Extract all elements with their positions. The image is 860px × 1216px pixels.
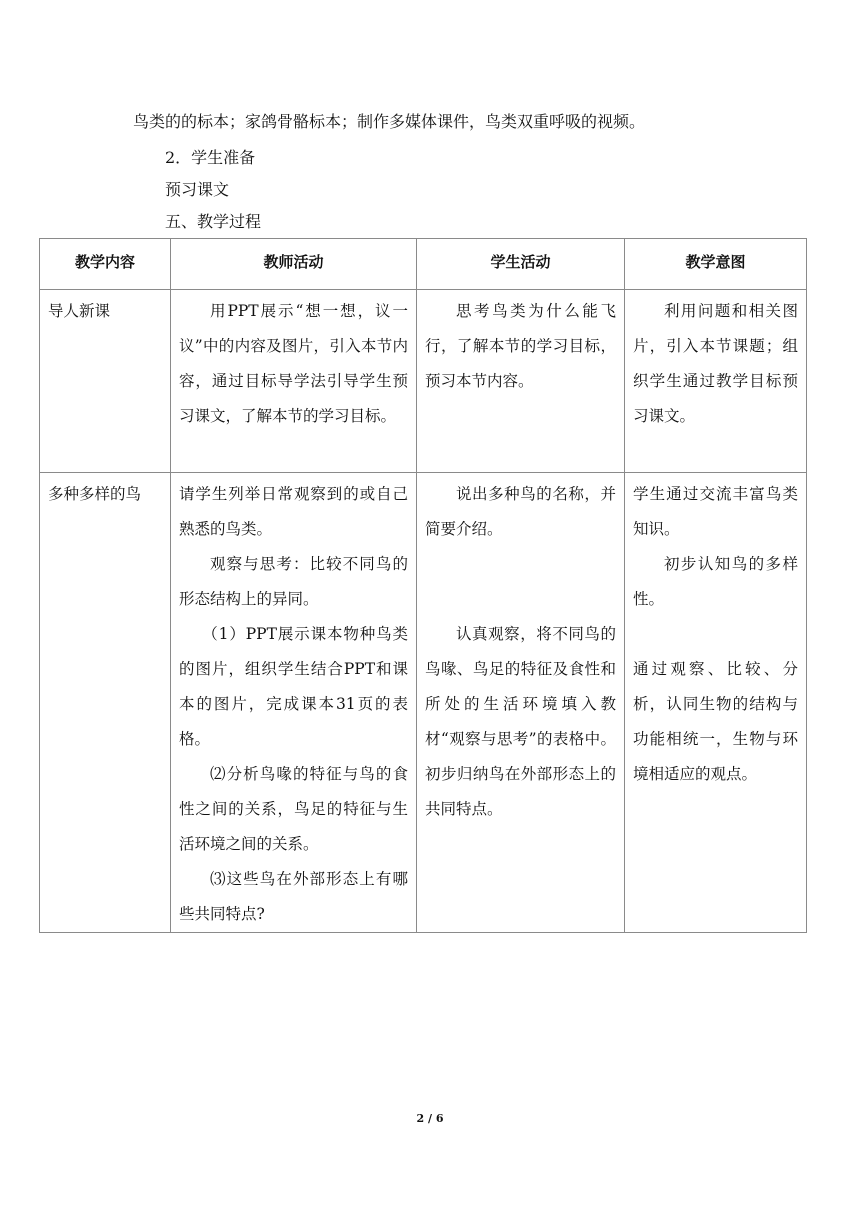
table-row	[40, 290, 807, 473]
cell-text: 学生通过交流丰富鸟类知识。	[633, 485, 798, 538]
header-content: 教学内容	[40, 239, 171, 290]
cell-text: 认真观察，将不同鸟的鸟喙、鸟足的特征及食性和所处的生活环境填入教材“观察与思考”的表格中。初步归纳鸟在外部形态上的共同特点。	[425, 625, 616, 818]
table-header-row	[40, 239, 807, 290]
cell-text: ⑵分析鸟喙的特征与鸟的食性之间的关系，鸟足的特征与生活环境之间的关系。	[179, 765, 408, 853]
cell-student	[417, 473, 625, 933]
cell-intent	[625, 290, 807, 473]
cell-text: ⑶这些鸟在外部形态上有哪些共同特点?	[179, 870, 408, 923]
cell-teacher	[171, 290, 417, 473]
cell-teacher	[171, 473, 417, 933]
teaching-process-table	[39, 238, 807, 933]
cell-text: 说出多种鸟的名称，并简要介绍。	[425, 485, 616, 538]
cell-text: 用PPT展示“想一想，议一议”中的内容及图片，引入本节内容，通过目标导学法引导学生预习课文，了解本节的学习目标。	[179, 302, 408, 425]
cell-intent	[625, 473, 807, 933]
intro-line-student-prep: 2．学生准备	[165, 148, 256, 167]
intro-line-preview: 预习课文	[165, 180, 230, 199]
cell-content	[40, 290, 171, 473]
header-intent: 教学意图	[625, 239, 807, 290]
cell-text: 初步认知鸟的多样性。	[633, 555, 798, 608]
intro-line-materials: 鸟类的的标本；家鸽骨骼标本；制作多媒体课件，鸟类双重呼吸的视频。	[133, 112, 646, 131]
cell-text: 观察与思考：比较不同鸟的形态结构上的异同。	[179, 555, 408, 608]
table-row	[40, 473, 807, 933]
cell-content	[40, 473, 171, 933]
cell-student	[417, 290, 625, 473]
cell-text: 思考鸟类为什么能飞行，了解本节的学习目标，预习本节内容。	[425, 302, 616, 390]
header-student: 学生活动	[417, 239, 625, 290]
cell-text: 多种多样的鸟	[48, 485, 142, 503]
cell-text: 利用问题和相关图片，引入本节课题；组织学生通过教学目标预习课文。	[633, 302, 798, 425]
cell-text: 请学生列举日常观察到的或自己熟悉的鸟类。	[179, 485, 408, 538]
section-heading-process: 五、教学过程	[165, 212, 262, 231]
cell-text: （1）PPT展示课本物种鸟类的图片，组织学生结合PPT和课本的图片，完成课本31页的表格。	[179, 625, 408, 748]
header-teacher: 教师活动	[171, 239, 417, 290]
cell-text: 通过观察、比较、分析，认同生物的结构与功能相统一，生物与环境相适应的观点。	[633, 660, 798, 783]
page-number: 2 / 6	[416, 1112, 444, 1125]
cell-text: 导人新课	[48, 302, 111, 320]
